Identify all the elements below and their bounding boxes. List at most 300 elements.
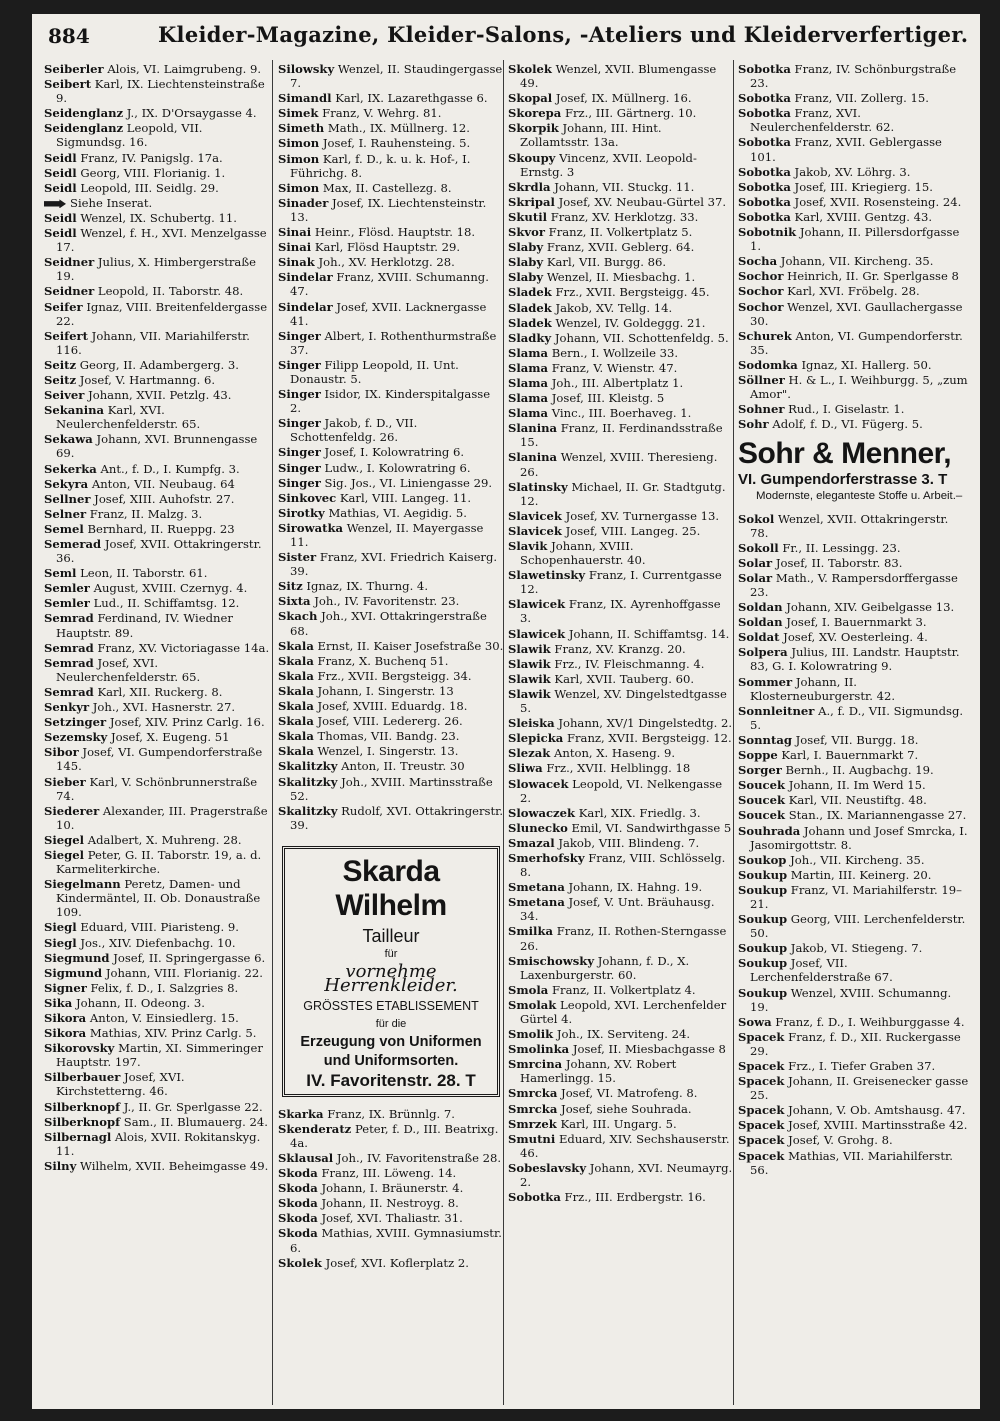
ad-title: Sohr & Menner, [738,437,952,471]
directory-entry [508,421,734,449]
entry-details: Josef, XVIII. Martinsstraße 42. [788,1118,968,1133]
entry-name: Sklausal [278,1151,334,1165]
entry-name: Skoda [278,1181,318,1196]
directory-entry [508,539,734,567]
entry-name: Slaby [508,270,544,285]
entry-details: Wenzel, XVIII. Schumanng. 19. [750,985,952,1014]
directory-entry [278,1181,504,1195]
entry-name: Skvor [508,225,545,240]
directory-entry [44,1011,270,1025]
entry-name: Smetana [508,880,565,895]
entry-details: Jakob, f. D., VII. Schottenfeldg. 26. [290,416,418,445]
entry-name: Smrzek [508,1116,557,1131]
directory-entry [738,675,970,703]
entry-name: Skopal [508,91,553,106]
directory-entry [278,491,504,505]
directory-entry [508,301,734,315]
directory-entry [44,996,270,1010]
entry-details: Johann, VII. Kircheng. 35. [780,254,934,269]
entry-name: Skoda [278,1196,318,1211]
entry-name: Siegmund [44,950,110,965]
entry-details: Josef, III. Kleistg. 5 [551,391,665,406]
entry-details: Bern., I. Wollzeile 33. [551,345,679,360]
advertisement-sohr-menner [738,437,970,503]
entry-name: Spacek [738,1074,785,1089]
entry-details: Isidor, IX. Kinderspitalgasse 2. [290,387,491,416]
entry-name: Spacek [738,1133,785,1148]
entry-details: Jos., XIV. Diefenbachg. 10. [80,935,236,950]
entry-name: Spacek [738,1029,785,1044]
entry-details: Josef, II. Miesbachgasse 8 [572,1042,726,1057]
entry-name: Slawetinsky [508,568,586,583]
directory-entry [508,406,734,420]
directory-entry [508,91,734,105]
directory-entry [278,759,504,773]
entry-details: Heinrich, II. Gr. Sperlgasse 8 [787,269,959,284]
entry-name: Sobotka [738,194,791,209]
entry-details: Josef, XVI. Koflerplatz 2. [325,1255,469,1270]
entry-name: Smolak [508,997,557,1012]
directory-entry [44,775,270,803]
directory-entry [738,615,970,629]
directory-entry [278,329,504,357]
entry-name: Seidenglanz [44,121,124,136]
directory-entry [44,966,270,980]
directory-page [32,14,980,1409]
entry-details: Johann, XVI. Brunnengasse 69. [56,432,258,461]
entry-name: Smazal [508,835,555,850]
column-4 [738,62,970,1178]
entry-details: Franz, III. Löweng. 14. [321,1166,457,1181]
entry-name: Slawik [508,641,551,656]
entry-name: Simon [278,151,320,166]
entry-details: Joh., XVI. Hasnerstr. 27. [92,700,236,715]
entry-name: Seiver [44,388,85,403]
directory-entry [278,136,504,150]
directory-entry [44,1115,270,1129]
entry-details: Johann, I. Bräunerstr. 4. [321,1181,464,1196]
entry-name: Sekanina [44,403,105,418]
directory-entry [508,509,734,523]
entry-name: Sieber [44,774,86,789]
entry-name: Seiberler [44,62,104,76]
entry-details: Thomas, VII. Bandg. 23. [317,729,460,744]
directory-entry [508,954,734,982]
entry-details: Leopold, VI. Nelkengasse 2. [520,776,723,805]
entry-name: Seidenglanz [44,106,124,121]
entry-name: Sohr [738,417,769,432]
directory-entry [278,1211,504,1225]
directory-entry [738,763,970,777]
directory-entry [278,699,504,713]
entry-name: Socha [738,254,778,269]
entry-name: Sinai [278,225,312,240]
directory-entry [278,416,504,444]
entry-name: Slezak [508,746,551,761]
entry-name: Skolek [278,1255,322,1270]
entry-name: Siegel [44,832,85,847]
entry-details: Leopold, II. Taborstr. 48. [97,284,244,299]
ad-title: Skarda Wilhelm [335,854,447,922]
page-header [48,20,968,54]
directory-entry [278,445,504,459]
directory-entry [44,492,270,506]
entry-name: Seml [44,566,77,581]
directory-entry [44,226,270,254]
directory-entry [44,1041,270,1069]
entry-details: Johann, I. Singerstr. 13 [317,683,454,698]
entry-details: Siehe Inserat. [70,195,153,210]
directory-entry [508,361,734,375]
directory-entry [278,1256,504,1270]
entry-details: Leopold, VII. Sigmundsg. 16. [56,121,203,150]
entry-details: Franz, II. Malzg. 3. [89,506,203,521]
directory-entry [278,240,504,254]
directory-entry [44,715,270,729]
entry-name: Soucek [738,778,786,793]
entry-name: Sinader [278,195,329,210]
directory-entry [44,388,270,402]
entry-details: Karl, VIII. Langeg. 11. [339,490,472,505]
directory-entry [44,166,270,180]
entry-name: Seifert [44,328,88,343]
directory-entry [278,506,504,520]
entry-details: Josef, XVII. Rosensteing. 24. [794,194,962,209]
directory-entry [278,91,504,105]
entry-name: Spacek [738,1118,785,1133]
entry-details: Ludw., I. Kolowratring 6. [324,460,471,475]
directory-entry [738,254,970,268]
entry-details: Franz, IX. Brünnlg. 7. [327,1106,455,1121]
directory-entry [44,62,270,76]
directory-entry [44,745,270,773]
column-2 [278,62,504,1271]
entry-details: Franz, f. D., XII. Ruckergasse 29. [750,1029,961,1058]
entry-details: Michael, II. Gr. Stadtgutg. 12. [520,479,726,508]
directory-entry [738,269,970,283]
directory-entry [44,121,270,149]
entry-details: Math., V. Rampersdorffergasse 23. [750,570,958,599]
directory-entry [508,151,734,179]
entry-details: Josef, XV. Oesterleing. 4. [783,630,928,645]
directory-entry [508,240,734,254]
entry-name: Smetana [508,895,565,910]
entry-name: Sibor [44,745,79,760]
directory-entry [278,684,504,698]
entry-details: Felix, f. D., I. Salzgries 8. [90,980,239,995]
directory-entry [738,630,970,644]
directory-entry [278,181,504,195]
directory-entry [278,1166,504,1180]
entry-details: Anton, VII. Neubaug. 64 [91,476,235,491]
entry-name: Sobotnik [738,225,797,240]
entry-details: Josef, VII. Lerchenfelderstraße 67. [750,956,893,985]
entry-name: Slatinsky [508,479,568,494]
entry-name: Soukup [738,882,788,897]
directory-entry [44,656,270,684]
entry-details: Karl, XVI. Neulerchenfelderstr. 65. [56,403,201,432]
entry-details: Josef, XVI. Thaliastr. 31. [321,1211,463,1226]
entry-name: Skarka [278,1106,324,1121]
entry-name: Solar [738,555,773,570]
entry-details: Sig. Jos., VI. Liniengasse 29. [324,475,493,490]
entry-name: Skorepa [508,106,562,121]
entry-name: Soukup [738,912,788,927]
entry-name: Slawik [508,671,551,686]
entry-name: Sobotka [738,62,791,76]
entry-details: Joh., IV. Favoritenstr. 23. [314,594,460,609]
directory-entry [738,541,970,555]
directory-entry [278,609,504,637]
directory-entry [278,1151,504,1165]
entry-name: Semel [44,521,84,536]
directory-entry [508,391,734,405]
entry-details: Vincenz, XVII. Leopold-Ernstg. 3 [520,150,697,179]
entry-details: Alois, XVII. Rokitanskyg. 11. [56,1129,261,1158]
entry-details: Anton, V. Einsiedlerg. 15. [89,1011,239,1025]
entry-details: Josef, XVI. Kirchstetterng. 46. [56,1070,185,1099]
directory-entry [278,152,504,180]
entry-details: Julius, III. Landstr. Hauptstr. 83, G. I. Kolowratring 9. [750,645,960,674]
entry-name: Sodomka [738,357,798,372]
ad-line: für die [375,1018,407,1031]
entry-name: Sitz [278,579,303,594]
entry-details: Josef, VI. Gumpendorferstraße 145. [56,745,263,774]
directory-entry [508,1190,734,1204]
directory-entry [44,1070,270,1098]
entry-details: Ant., f. D., I. Kumpfg. 3. [100,461,240,476]
entry-name: Siegel [44,847,85,862]
entry-name: Singer [278,460,321,475]
entry-name: Sixta [278,594,311,609]
entry-name: Sliwa [508,761,543,776]
directory-entry [738,402,970,416]
entry-name: Soukup [738,956,788,971]
entry-details: Frz., XVII. Bergsteigg. 45. [555,285,710,300]
directory-entry [738,1149,970,1177]
directory-entry [738,358,970,372]
directory-entry [44,1026,270,1040]
entry-details: Frz., IV. Fleischmanng. 4. [554,656,705,671]
entry-details: Wenzel, II. Staudingergasse 7. [290,62,503,91]
entry-details: Alexander, III. Pragerstraße 10. [56,803,268,832]
entry-details: Ignaz, XI. Hallerg. 50. [801,357,932,372]
entry-name: Slama [508,360,549,375]
directory-entry [738,1015,970,1029]
directory-entry [44,77,270,105]
advertisement-skarda [282,846,500,1097]
entry-name: Seidl [44,165,77,180]
ad-line: für [384,947,398,960]
pointing-hand-icon [44,199,66,208]
entry-name: Semler [44,581,90,596]
directory-entry [278,476,504,490]
directory-entry [508,836,734,850]
entry-details: Josef, XVI. Neulerchenfelderstr. 65. [56,655,201,684]
directory-entry [278,255,504,269]
directory-entry [738,986,970,1014]
entry-details: Ignaz, VIII. Breitenfeldergasse 22. [56,299,268,328]
entry-details: Franz, V. Wehrg. 81. [322,106,442,121]
entry-name: Soldat [738,630,780,645]
directory-entry [44,255,270,283]
directory-entry [738,956,970,984]
entry-name: Slavicek [508,523,562,538]
entry-details: Joh., XVIII. Martinsstraße 52. [290,774,493,803]
page-number: 884 [48,24,90,48]
entry-details: Joh., XVI. Ottakringerstraße 68. [290,609,487,638]
entry-name: Simon [278,136,320,151]
entry-name: Smolik [508,1027,554,1042]
entry-name: Skalitzky [278,774,338,789]
entry-name: Skoda [278,1166,318,1181]
directory-entry [278,579,504,593]
entry-details: Jakob, VI. Stiegeng. 7. [790,941,923,956]
entry-details: Emil, VI. Sandwirthgasse 5 [571,820,732,835]
entry-name: Simandl [278,91,332,106]
directory-entry [738,1133,970,1147]
entry-name: Sommer [738,674,793,689]
entry-details: Karl, IX. Lazarethgasse 6. [335,91,488,106]
entry-name: Sorger [738,763,782,778]
directory-entry [508,761,734,775]
directory-entry [44,329,270,357]
directory-entry [508,657,734,671]
entry-name: Smerhofsky [508,850,585,865]
ad-line: Tailleur [362,925,420,946]
entry-details: Josef, XV. Turnergasse 13. [565,508,720,523]
directory-entry [508,806,734,820]
directory-entry [738,733,970,747]
entry-details: Wenzel, XVI. Gaullachergasse 30. [750,299,963,328]
entry-details: Franz, XV. Herklotzg. 33. [550,209,699,224]
entry-name: Siederer [44,803,100,818]
entry-name: Smrcka [508,1086,558,1101]
directory-entry [508,255,734,269]
ad-line: GRÖSSTES ETABLISSEMENT [303,999,479,1014]
entry-name: Sladek [508,300,552,315]
entry-details: Karl, XVIII. Gentzg. 43. [794,209,933,224]
entry-details: Karl, f. D., k. u. k. Hof-, I. Führichg. 8. [290,151,471,180]
entry-details: Franz, V. Wienstr. 47. [551,360,678,375]
entry-details: Lud., II. Schiffamtsg. 12. [93,596,240,611]
directory-entry [278,270,504,298]
entry-details: Josef, II. Springergasse 6. [113,950,266,965]
entry-name: Sirotky [278,505,325,520]
entry-details: Karl, IX. Liechtensteinstraße 9. [56,77,265,106]
directory-entry [738,883,970,911]
entry-details: Franz, VI. Mariahilferstr. 19–21. [750,882,962,911]
entry-name: Simon [278,180,320,195]
entry-details: Anton, VI. Gumpendorferstr. 35. [750,328,963,357]
ad-line: und Uniformsorten. [323,1052,459,1069]
entry-name: Sister [278,550,317,565]
entry-details: Anton, X. Haseng. 9. [553,746,676,761]
entry-name: Slowaczek [508,805,576,820]
directory-entry [44,522,270,536]
entry-name: Senkyr [44,700,90,715]
directory-entry [278,62,504,90]
entry-details: Josef, I. Bauernmarkt 3. [786,615,927,630]
entry-name: Selner [44,506,87,521]
entry-name: Seidner [44,255,95,270]
entry-details: Leon, II. Taborstr. 61. [80,566,208,581]
entry-details: Franz, IV. Panigslg. 17a. [80,150,223,165]
directory-entry [738,180,970,194]
entry-details: Josef, XV. Neubau-Gürtel 37. [558,194,727,209]
entry-details: Georg, II. Adambergerg. 3. [79,357,239,372]
entry-name: Slunecko [508,820,568,835]
entry-details: Franz, XVII. Bergsteigg. 12. [566,731,732,746]
directory-entry [738,1103,970,1117]
entry-name: Skala [278,683,314,698]
directory-entry [508,316,734,330]
directory-entry [508,880,734,894]
directory-entry [508,210,734,224]
entry-details: Karl, VII. Neustiftg. 48. [788,793,927,808]
directory-entry [44,1159,270,1173]
entry-details: Georg, VIII. Lerchenfelderstr. 50. [750,912,966,941]
entry-name: Spacek [738,1059,785,1073]
entry-details: Karl, I. Bauernmarkt 7. [781,748,919,763]
entry-details: Wenzel, XVII. Blumengasse 49. [520,62,717,91]
entry-name: Silberknopf [44,1114,121,1129]
entry-details: Wenzel, XVIII. Theresieng. 26. [520,450,718,479]
entry-name: Siegl [44,920,77,935]
entry-name: Skala [278,668,314,683]
entry-name: Skalitzky [278,803,338,818]
entry-details: Josef, VI. Matrofeng. 8. [561,1086,698,1101]
entry-details: Leopold, XVI. Lerchenfelder Gürtel 4. [520,997,727,1026]
entry-name: Sellner [44,491,91,506]
entry-details: Joh., XV. Herklotzg. 28. [318,255,455,270]
directory-entry [508,568,734,596]
entry-details: Franz, VII. Zollerg. 15. [794,91,929,106]
entry-details: Sam., II. Blumauerg. 24. [123,1114,268,1129]
directory-entry [738,62,970,90]
directory-entry [508,1132,734,1160]
entry-name: Skala [278,744,314,759]
entry-name: Slavik [508,539,548,553]
entry-name: Skala [278,714,314,729]
entry-name: Söllner [738,372,785,387]
entry-details: Franz, XVI. Neulerchenfelderstr. 62. [750,106,895,135]
entry-name: Soucek [738,808,786,823]
entry-name: Seifer [44,299,83,314]
entry-details: Josef, I. Rauhensteing. 5. [322,136,471,151]
directory-entry [508,627,734,641]
entry-details: Josef, V. Hartmanng. 6. [79,372,216,387]
entry-name: Simeth [278,121,325,136]
entry-name: Sobotka [738,135,791,150]
entry-name: Skoda [278,1211,318,1226]
entry-name: Seidl [44,150,77,165]
directory-entry [508,998,734,1026]
entry-details: Johann, II. Im Werd 15. [788,778,926,793]
directory-entry [44,951,270,965]
entry-details: Johann, XIV. Geibelgasse 13. [786,600,955,615]
entry-details: Franz, XV. Kranzg. 20. [554,641,686,656]
directory-entry [738,556,970,570]
directory-entry [738,225,970,253]
entry-details: Stan., IX. Mariannengasse 27. [788,808,967,823]
entry-details: Franz, X. Buchenq 51. [317,653,449,668]
entry-details: Rudolf, XVI. Ottakringerstr. 39. [290,803,504,832]
entry-details: Franz, II. Rothen-Sterngasse 26. [520,924,727,953]
directory-entry [738,210,970,224]
entry-name: Sobotka [738,164,791,179]
entry-name: Smilka [508,924,553,939]
